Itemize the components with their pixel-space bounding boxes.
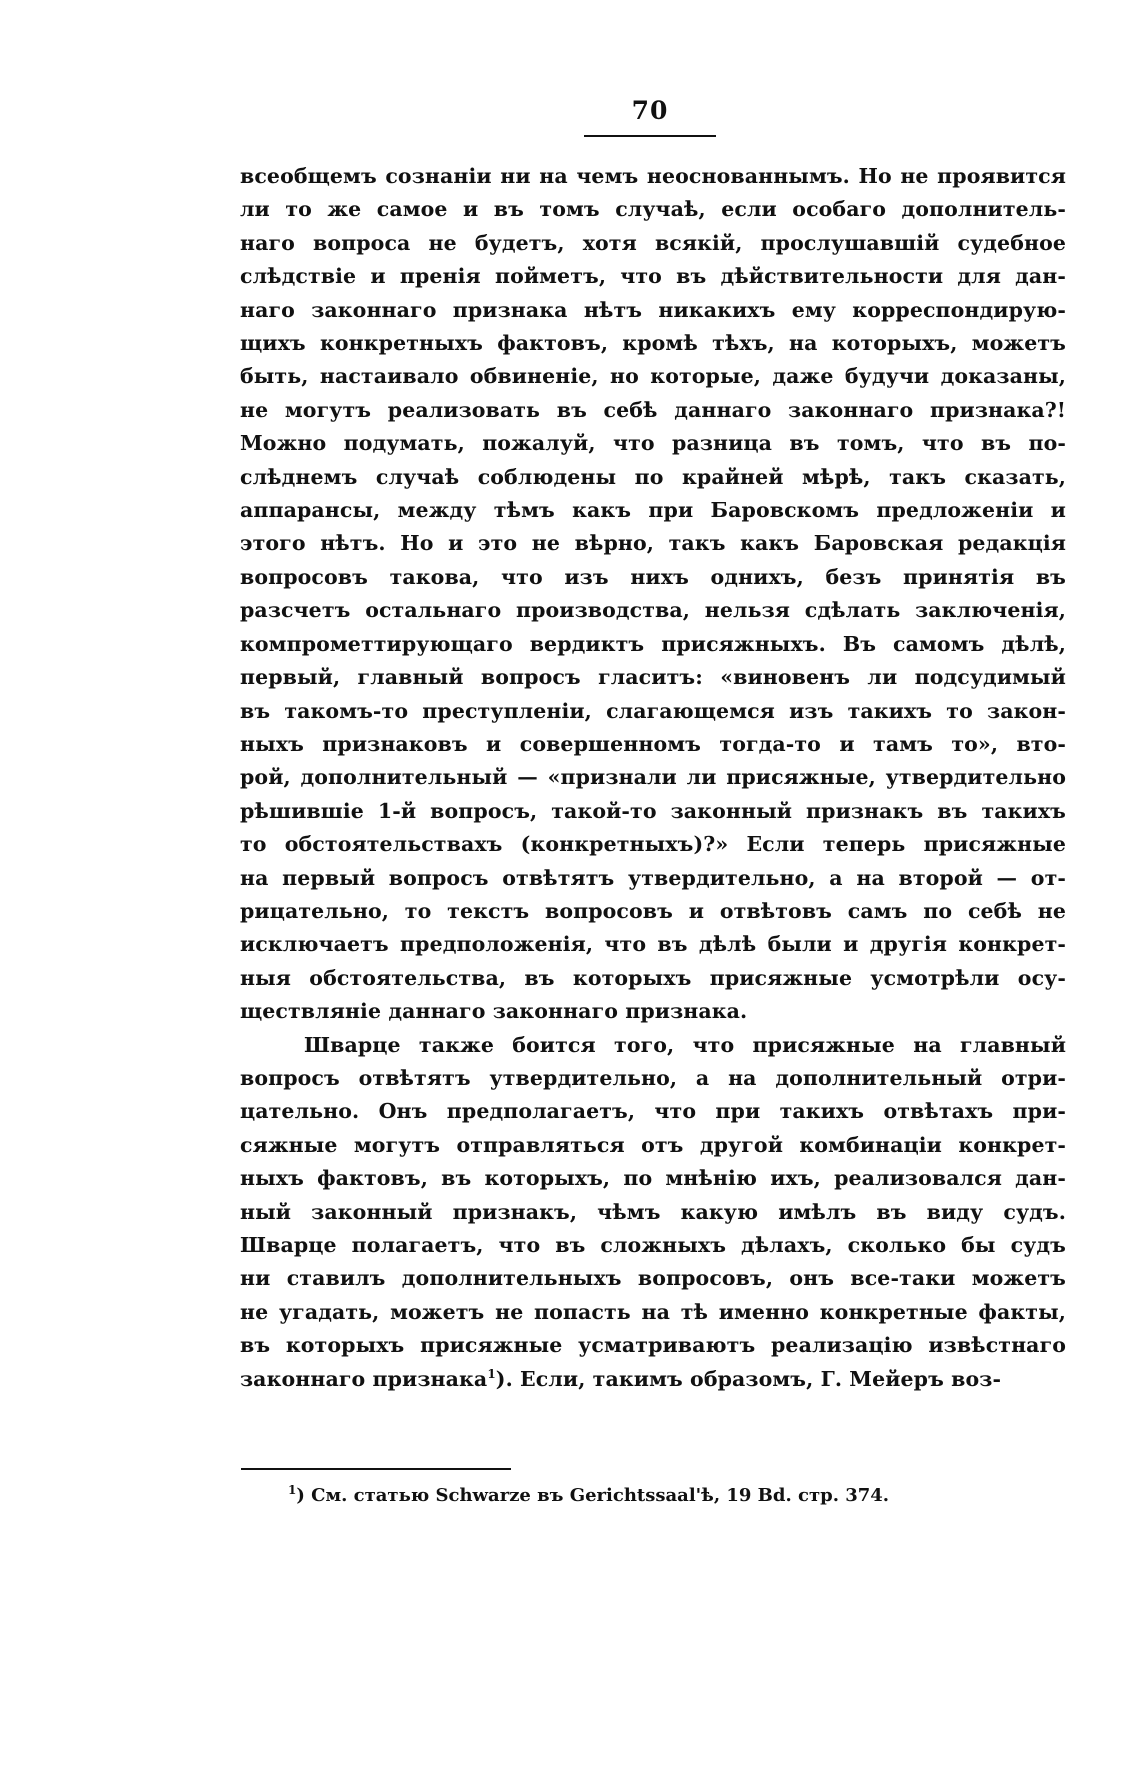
text-line: вопросъ отвѣтятъ утвердительно, а на дополнительный отри- (240, 1065, 1066, 1090)
footnote-marker: 1 (288, 1483, 297, 1497)
text-line: наго вопроса не будетъ, хотя всякiй, прослушавшiй судебное (240, 230, 1066, 255)
text-fragment: законнаго признака (240, 1366, 488, 1391)
text-line: ныхъ признаковъ и совершенномъ тогда-то и тамъ то», вто- (240, 731, 1066, 756)
page-number: 70 (631, 96, 669, 125)
text-line: быть, настаивало обвиненiе, но которые, даже будучи доказаны, (240, 364, 1066, 389)
text-line: рой, дополнительный — «признали ли присяжные, утвердительно (240, 765, 1066, 790)
footnote-reference: 1 (487, 1366, 496, 1381)
text-line: ный законный признакъ, чѣмъ какую имѣлъ въ виду судъ. (240, 1199, 1066, 1224)
text-line: ныхъ фактовъ, въ которыхъ, по мнѣнiю ихъ, реализовался дан- (240, 1166, 1066, 1191)
text-line: вопросовъ такова, что изъ нихъ однихъ, безъ принятiя въ (240, 564, 1066, 589)
page-number-rule (584, 135, 716, 137)
text-line: компрометтирующаго вердиктъ присяжныхъ. Въ самомъ дѣлѣ, (240, 631, 1066, 656)
text-line: всеобщемъ сознанiи ни на чемъ неоснованнымъ. Но не проявится (240, 164, 1066, 188)
text-line: рѣшившiе 1-й вопросъ, такой-то законный признакъ въ такихъ (240, 798, 1066, 823)
text-fragment: ). Если, такимъ образомъ, Г. Мейеръ воз- (495, 1366, 1002, 1391)
text-line: въ такомъ-то преступленiи, слагающемся изъ такихъ то закон- (240, 698, 1066, 723)
text-line: въ которыхъ присяжные усматриваютъ реализацiю извѣстнаго (240, 1333, 1066, 1358)
text-line: не могутъ реализовать въ себѣ даннаго законнаго признака?! (240, 397, 1066, 422)
text-line: Шварце полагаетъ, что въ сложныхъ дѣлахъ, сколько бы судъ (240, 1233, 1066, 1257)
footnote-rule (241, 1468, 511, 1470)
body-text (240, 160, 1066, 1396)
footnote (288, 1485, 889, 1506)
text-line: цательно. Онъ предполагаетъ, что при такихъ отвѣтахъ при- (240, 1099, 1066, 1124)
text-line: слѣднемъ случаѣ соблюдены по крайней мѣрѣ, такъ сказать, (240, 464, 1066, 489)
text-line: ществлянiе даннаго законнаго признака. (240, 999, 748, 1024)
text-line: первый, главный вопросъ гласитъ: «виновенъ ли подсудимый (240, 665, 1066, 690)
text-line: сяжные могутъ отправляться отъ другой комбинацiи конкрет- (240, 1132, 1066, 1157)
text-line: слѣдствiе и пренiя пойметъ, что въ дѣйствительности для дан- (240, 264, 1066, 289)
text-line: исключаетъ предположенiя, что въ дѣлѣ были и другiя конкрет- (240, 932, 1066, 957)
text-line: ныя обстоятельства, въ которыхъ присяжные усмотрѣли осу- (240, 965, 1066, 990)
text-line: Шварце также боится того, что присяжные на главный (304, 1032, 1066, 1057)
text-line: этого нѣтъ. Но и это не вѣрно, такъ какъ Баровская редакцiя (240, 531, 1066, 556)
text-line: рицательно, то текстъ вопросовъ и отвѣтовъ самъ по себѣ не (240, 898, 1066, 923)
text-line: на первый вопросъ отвѣтятъ утвердительно, а на второй — от- (240, 865, 1066, 890)
text-line: наго законнаго признака нѣтъ никакихъ ему корреспондирую- (240, 297, 1066, 322)
text-line-last (240, 1363, 1066, 1396)
text-line: щихъ конкретныхъ фактовъ, кромѣ тѣхъ, на которыхъ, можетъ (240, 331, 1066, 356)
text-line: ли то же самое и въ томъ случаѣ, если особаго дополнитель- (240, 197, 1066, 222)
text-line: Можно подумать, пожалуй, что разница въ томъ, что въ по- (240, 431, 1066, 456)
text-line: аппарансы, между тѣмъ какъ при Баровскомъ предложенiи и (240, 498, 1066, 523)
footnote-text: ) См. статью Schwarze въ Gerichtssaal'ѣ, 19 Bd. стр. 374. (296, 1485, 890, 1506)
text-line: разсчетъ остальнаго производства, нельзя сдѣлать заключенiя, (240, 598, 1066, 623)
text-line: то обстоятельствахъ (конкретныхъ)?» Если теперь присяжные (240, 832, 1066, 857)
text-line: ни ставилъ дополнительныхъ вопросовъ, онъ все-таки можетъ (240, 1266, 1066, 1291)
text-line: не угадать, можетъ не попасть на тѣ именно конкретные факты, (240, 1299, 1066, 1324)
